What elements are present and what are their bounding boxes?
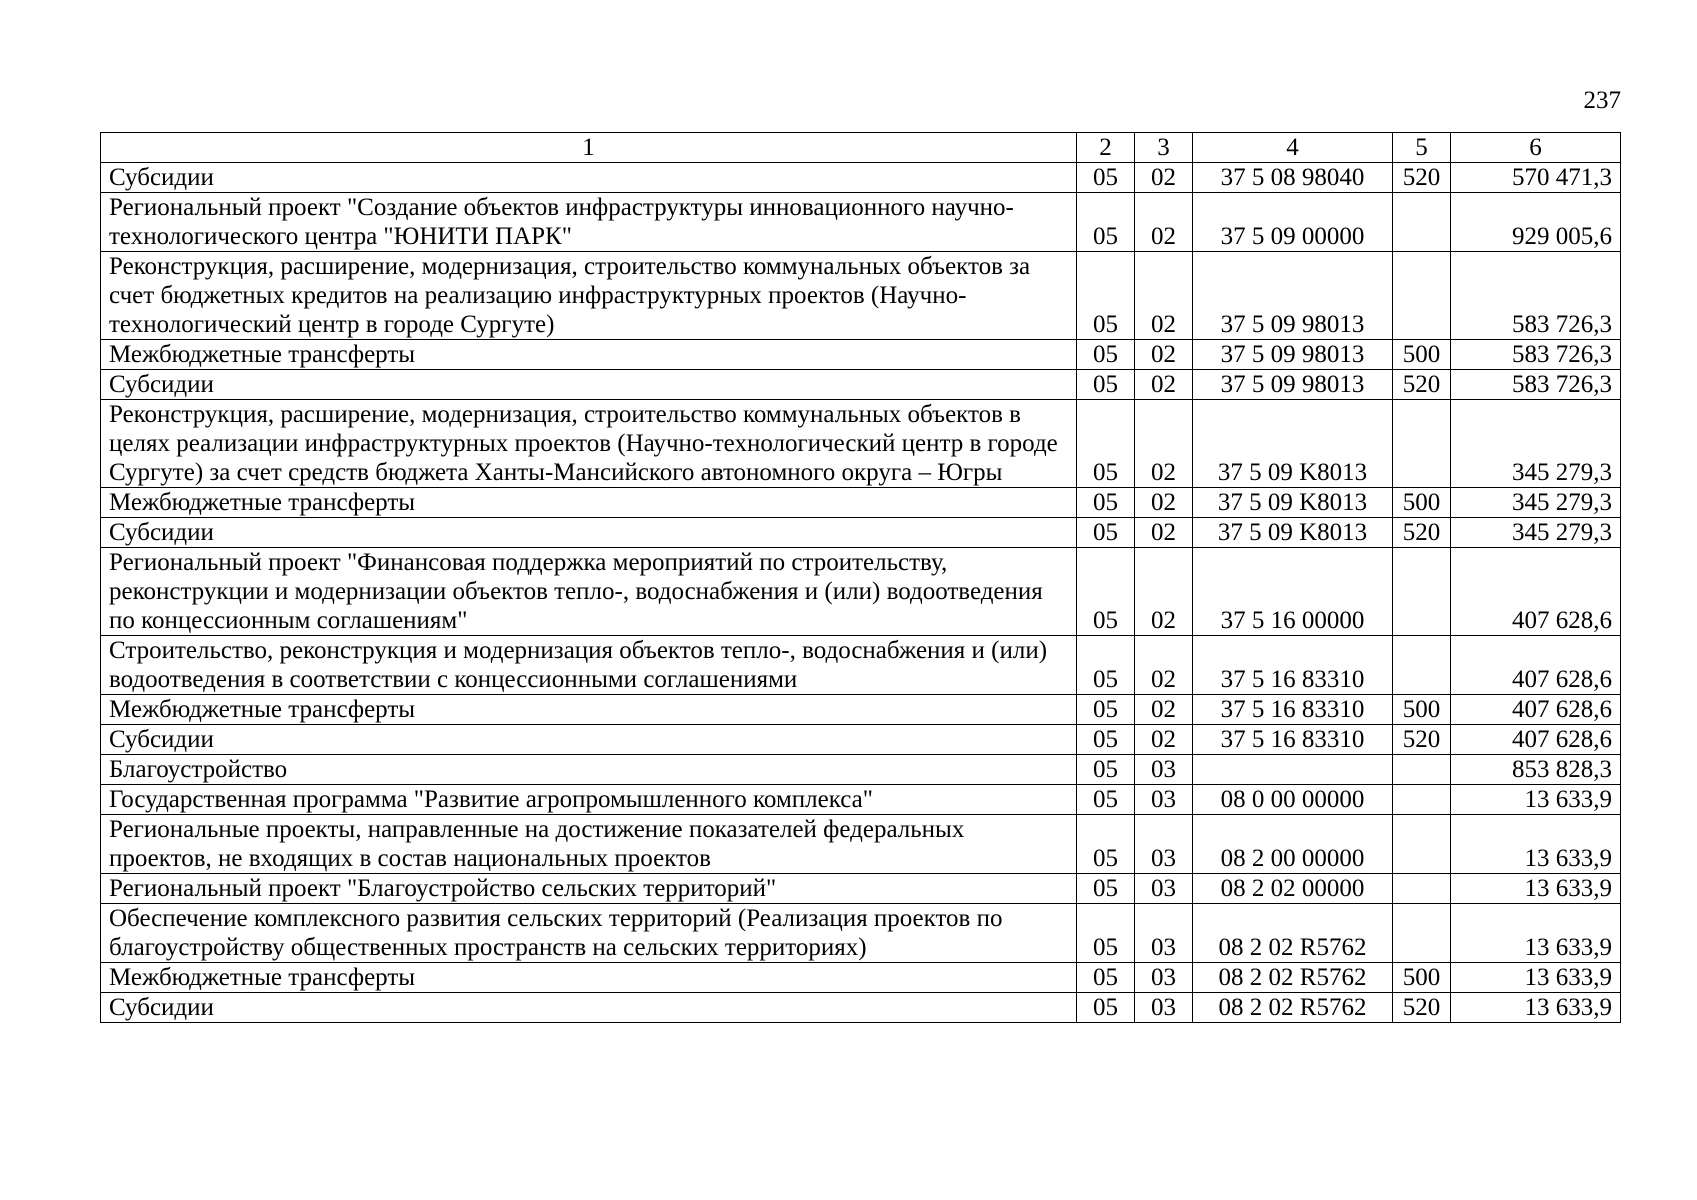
table-row (101, 340, 1621, 370)
budget-table (100, 132, 1621, 1023)
row-expense-type (1393, 815, 1451, 874)
row-name: Региональные проекты, направленные на достижение показателей федеральных проектов, не входящих в состав национальных проектов (101, 815, 1077, 874)
row-section: 05 (1077, 755, 1135, 785)
row-expense-type (1393, 193, 1451, 252)
row-name: Межбюджетные трансферты (101, 340, 1077, 370)
row-expense-type: 520 (1393, 518, 1451, 548)
row-target-code: 37 5 16 83310 (1193, 636, 1393, 695)
row-target-code: 37 5 09 00000 (1193, 193, 1393, 252)
row-section: 05 (1077, 874, 1135, 904)
row-target-code: 37 5 16 00000 (1193, 548, 1393, 636)
row-section: 05 (1077, 695, 1135, 725)
row-subsection: 02 (1135, 370, 1193, 400)
header-col-3: 3 (1135, 133, 1193, 163)
row-section: 05 (1077, 548, 1135, 636)
table-row (101, 370, 1621, 400)
row-amount: 13 633,9 (1451, 963, 1621, 993)
table-row (101, 252, 1621, 340)
row-subsection: 02 (1135, 518, 1193, 548)
row-subsection: 02 (1135, 695, 1193, 725)
row-expense-type: 520 (1393, 993, 1451, 1023)
row-expense-type (1393, 904, 1451, 963)
header-col-6: 6 (1451, 133, 1621, 163)
row-target-code: 08 2 02 R5762 (1193, 904, 1393, 963)
row-section: 05 (1077, 193, 1135, 252)
row-target-code: 08 2 02 00000 (1193, 874, 1393, 904)
row-amount: 13 633,9 (1451, 993, 1621, 1023)
row-target-code: 37 5 09 98013 (1193, 340, 1393, 370)
table-row (101, 695, 1621, 725)
row-expense-type (1393, 874, 1451, 904)
row-expense-type (1393, 785, 1451, 815)
row-subsection: 02 (1135, 163, 1193, 193)
row-name: Региональный проект "Создание объектов инфраструктуры инновационного научно-технологического центра "ЮНИТИ ПАРК" (101, 193, 1077, 252)
row-amount: 407 628,6 (1451, 636, 1621, 695)
table-row (101, 815, 1621, 874)
row-name: Благоустройство (101, 755, 1077, 785)
row-target-code: 37 5 09 98013 (1193, 370, 1393, 400)
table-row (101, 163, 1621, 193)
row-expense-type (1393, 755, 1451, 785)
row-target-code: 37 5 08 98040 (1193, 163, 1393, 193)
table-row (101, 488, 1621, 518)
row-name: Межбюджетные трансферты (101, 488, 1077, 518)
table-row (101, 400, 1621, 488)
row-amount: 583 726,3 (1451, 370, 1621, 400)
row-subsection: 03 (1135, 963, 1193, 993)
row-subsection: 02 (1135, 725, 1193, 755)
row-name: Субсидии (101, 370, 1077, 400)
row-name: Обеспечение комплексного развития сельских территорий (Реализация проектов по благоустройству общественных пространств на сельских территориях) (101, 904, 1077, 963)
table-row (101, 193, 1621, 252)
row-target-code: 08 2 00 00000 (1193, 815, 1393, 874)
row-target-code: 08 2 02 R5762 (1193, 963, 1393, 993)
table-row (101, 518, 1621, 548)
table-row (101, 963, 1621, 993)
row-amount: 583 726,3 (1451, 340, 1621, 370)
row-name: Реконструкция, расширение, модернизация, строительство коммунальных объектов за счет бюджетных кредитов на реализацию инфраструктурных проектов (Научно-технологический центр в городе Сургуте) (101, 252, 1077, 340)
row-section: 05 (1077, 518, 1135, 548)
row-amount: 13 633,9 (1451, 874, 1621, 904)
row-subsection: 02 (1135, 548, 1193, 636)
table-row (101, 785, 1621, 815)
row-section: 05 (1077, 400, 1135, 488)
row-amount: 407 628,6 (1451, 725, 1621, 755)
row-target-code: 37 5 16 83310 (1193, 695, 1393, 725)
row-name: Субсидии (101, 725, 1077, 755)
row-target-code: 08 2 02 R5762 (1193, 993, 1393, 1023)
row-amount: 345 279,3 (1451, 518, 1621, 548)
table-row (101, 755, 1621, 785)
row-target-code: 08 0 00 00000 (1193, 785, 1393, 815)
row-section: 05 (1077, 725, 1135, 755)
row-subsection: 03 (1135, 755, 1193, 785)
row-expense-type: 500 (1393, 340, 1451, 370)
row-subsection: 02 (1135, 636, 1193, 695)
row-name: Субсидии (101, 163, 1077, 193)
row-amount: 407 628,6 (1451, 695, 1621, 725)
row-subsection: 03 (1135, 815, 1193, 874)
row-target-code: 37 5 16 83310 (1193, 725, 1393, 755)
row-expense-type: 520 (1393, 163, 1451, 193)
row-section: 05 (1077, 815, 1135, 874)
row-name: Субсидии (101, 993, 1077, 1023)
row-target-code: 37 5 09 K8013 (1193, 488, 1393, 518)
row-name: Межбюджетные трансферты (101, 695, 1077, 725)
row-target-code: 37 5 09 98013 (1193, 252, 1393, 340)
table-row (101, 725, 1621, 755)
table-row (101, 904, 1621, 963)
header-col-1: 1 (101, 133, 1077, 163)
row-subsection: 02 (1135, 252, 1193, 340)
row-amount: 929 005,6 (1451, 193, 1621, 252)
row-section: 05 (1077, 785, 1135, 815)
row-expense-type: 520 (1393, 370, 1451, 400)
header-col-5: 5 (1393, 133, 1451, 163)
row-section: 05 (1077, 993, 1135, 1023)
row-amount: 345 279,3 (1451, 488, 1621, 518)
row-name: Межбюджетные трансферты (101, 963, 1077, 993)
row-target-code (1193, 755, 1393, 785)
row-amount: 345 279,3 (1451, 400, 1621, 488)
row-subsection: 02 (1135, 488, 1193, 518)
row-amount: 13 633,9 (1451, 785, 1621, 815)
row-amount: 13 633,9 (1451, 815, 1621, 874)
row-subsection: 02 (1135, 193, 1193, 252)
row-name: Субсидии (101, 518, 1077, 548)
row-section: 05 (1077, 636, 1135, 695)
row-target-code: 37 5 09 K8013 (1193, 400, 1393, 488)
row-expense-type (1393, 252, 1451, 340)
row-section: 05 (1077, 163, 1135, 193)
row-section: 05 (1077, 370, 1135, 400)
row-name: Реконструкция, расширение, модернизация, строительство коммунальных объектов в целях реализации инфраструктурных проектов (Научно-технологический центр в городе Сургуте) за счет средств бюджета Ханты-Мансийского автономного округа – Югры (101, 400, 1077, 488)
row-subsection: 03 (1135, 993, 1193, 1023)
row-subsection: 03 (1135, 785, 1193, 815)
header-col-2: 2 (1077, 133, 1135, 163)
row-subsection: 02 (1135, 340, 1193, 370)
row-section: 05 (1077, 963, 1135, 993)
row-expense-type (1393, 548, 1451, 636)
row-target-code: 37 5 09 K8013 (1193, 518, 1393, 548)
table-row (101, 548, 1621, 636)
table-row (101, 636, 1621, 695)
row-expense-type: 520 (1393, 725, 1451, 755)
row-expense-type (1393, 400, 1451, 488)
header-row (101, 133, 1621, 163)
row-name: Государственная программа "Развитие агропромышленного комплекса" (101, 785, 1077, 815)
row-section: 05 (1077, 340, 1135, 370)
row-subsection: 02 (1135, 400, 1193, 488)
row-amount: 13 633,9 (1451, 904, 1621, 963)
row-section: 05 (1077, 904, 1135, 963)
page-number: 237 (1583, 87, 1621, 114)
row-amount: 570 471,3 (1451, 163, 1621, 193)
row-expense-type (1393, 636, 1451, 695)
row-expense-type: 500 (1393, 488, 1451, 518)
row-expense-type: 500 (1393, 695, 1451, 725)
row-expense-type: 500 (1393, 963, 1451, 993)
row-name: Региональный проект "Финансовая поддержка мероприятий по строительству, реконструкции и модернизации объектов тепло-, водоснабжения и (или) водоотведения по концессионным соглашениям" (101, 548, 1077, 636)
row-name: Региональный проект "Благоустройство сельских территорий" (101, 874, 1077, 904)
row-section: 05 (1077, 252, 1135, 340)
header-col-4: 4 (1193, 133, 1393, 163)
row-amount: 583 726,3 (1451, 252, 1621, 340)
table-row (101, 993, 1621, 1023)
row-subsection: 03 (1135, 874, 1193, 904)
row-section: 05 (1077, 488, 1135, 518)
row-amount: 853 828,3 (1451, 755, 1621, 785)
table-body (101, 163, 1621, 1023)
row-subsection: 03 (1135, 904, 1193, 963)
row-name: Строительство, реконструкция и модернизация объектов тепло-, водоснабжения и (или) водоотведения в соответствии с концессионными соглашениями (101, 636, 1077, 695)
table-row (101, 874, 1621, 904)
row-amount: 407 628,6 (1451, 548, 1621, 636)
